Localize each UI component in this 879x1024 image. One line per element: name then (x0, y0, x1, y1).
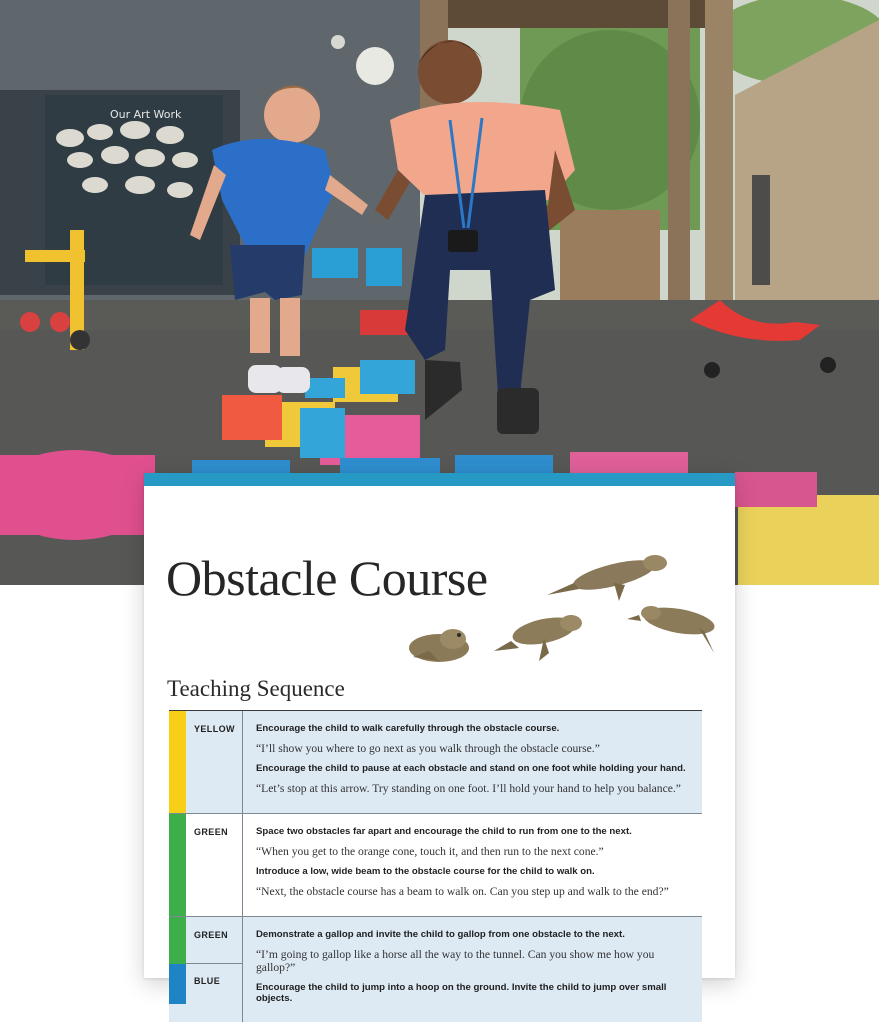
instruction-text: Encourage the child to walk carefully through the obstacle course. (256, 723, 560, 734)
frog-landing-icon (627, 603, 717, 653)
level-color-bar-green (169, 917, 186, 964)
quote-text: “I’ll show you where to go next as you walk through the obstacle course.” (256, 742, 600, 755)
sequence-row-yellow (169, 711, 702, 813)
sequence-row-green (169, 813, 702, 916)
sequence-row-green-blue (169, 916, 702, 1022)
instruction-text: Introduce a low, wide beam to the obstacle course for the child to walk on. (256, 866, 595, 877)
document-title: Obstacle Course (166, 550, 488, 606)
row-content (243, 917, 702, 1022)
frog-sitting-icon (409, 629, 469, 662)
level-label: BLUE (194, 976, 221, 986)
instruction-text: Space two obstacles far apart and encourage the child to run from one to the next. (256, 826, 632, 837)
instruction-text: Encourage the child to pause at each obstacle and stand on one foot while holding your hand. (256, 763, 686, 774)
instruction-text: Encourage the child to jump into a hoop on the ground. Invite the child to jump over small objects. (256, 982, 667, 1004)
level-label: GREEN (186, 917, 242, 964)
level-color-bar-blue (169, 964, 186, 1004)
section-heading: Teaching Sequence (167, 676, 345, 701)
level-color-bar-yellow (169, 711, 186, 813)
lesson-document (144, 473, 735, 1004)
quote-text: “I’m going to gallop like a horse all the way to the tunnel. Can you show me how you gallop?” (256, 948, 655, 974)
frog-leaping-icon (547, 554, 667, 601)
quote-text: “When you get to the orange cone, touch it, and then run to the next cone.” (256, 845, 604, 858)
level-label: YELLOW (186, 711, 243, 813)
quote-text: “Let’s stop at this arrow. Try standing on one foot. I’ll hold your hand to help you balance.” (256, 782, 681, 795)
row-content (243, 814, 702, 916)
row-content (243, 711, 702, 813)
document-top-bar (144, 473, 735, 486)
teaching-sequence-table (169, 710, 702, 1022)
level-color-bar-green (169, 814, 186, 916)
frog-crouch-icon (494, 613, 582, 661)
frog-jump-sequence-icon (399, 553, 729, 668)
instruction-text: Demonstrate a gallop and invite the child to gallop from one obstacle to the next. (256, 929, 625, 940)
level-color-bars (169, 917, 186, 1022)
quote-text: “Next, the obstacle course has a beam to walk on. Can you step up and walk to the end?” (256, 885, 669, 898)
svg-text:Our Art Work: Our Art Work (110, 108, 182, 121)
level-labels (186, 917, 243, 1022)
level-label: GREEN (186, 814, 243, 916)
